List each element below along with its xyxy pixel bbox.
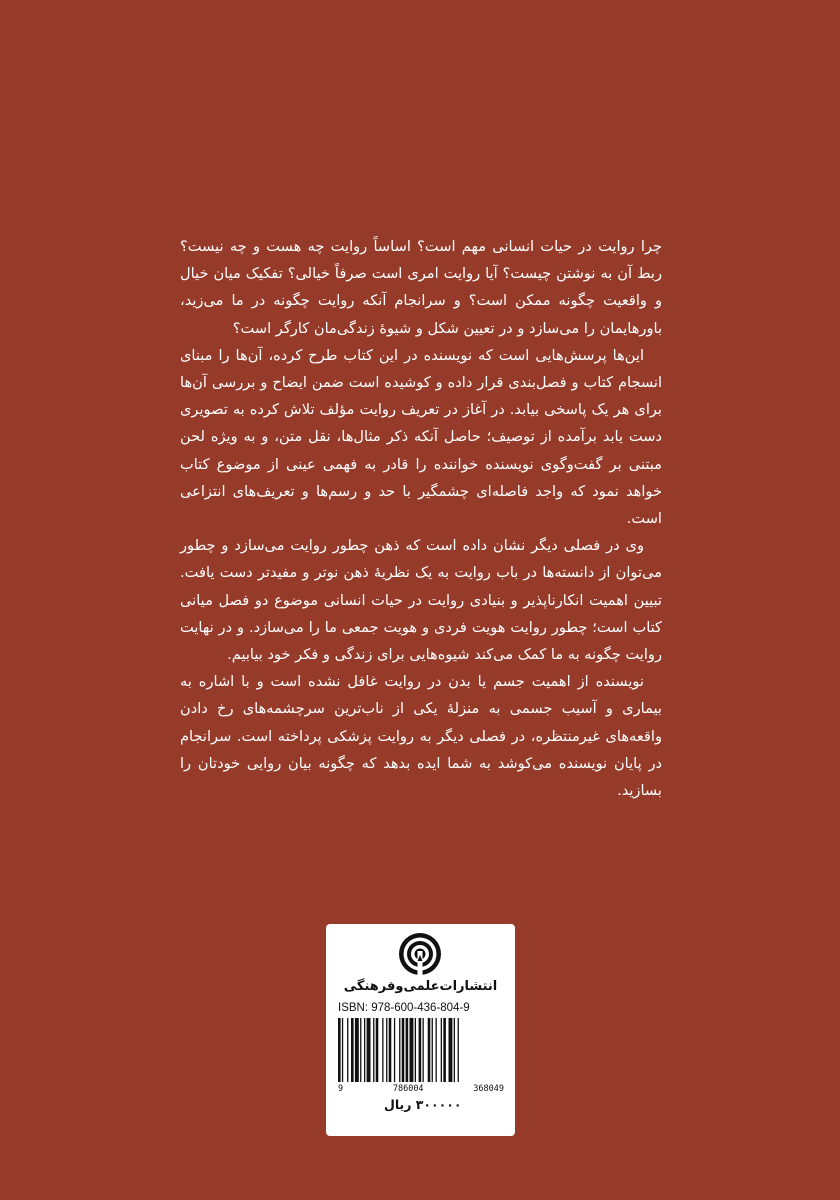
publisher-emblem-icon bbox=[397, 931, 443, 977]
isbn-number: ISBN: 978-600-436-804-9 bbox=[338, 1002, 470, 1014]
barcode-bar bbox=[458, 1018, 459, 1082]
barcode-digit-group: 9 bbox=[338, 1084, 344, 1094]
barcode-bar bbox=[399, 1018, 400, 1082]
blurb-paragraph: این‌ها پرسش‌هایی است که نویسنده در این کتاب طرح کرده، آن‌ها را مبنای انسجام کتاب و فصل‌بندی قرار داده و کوشیده است ضمن ایضاح و بررسی آن‌ها برای هر یک پاسخی بیابد. در آغاز در تعریف روایت مؤلف تلاش کرده به تصویری دست یابد برآمده از توصیف؛ حاصل آنکه ذکر مثال‌ها، نقل متن، و به ویژه لحن مبتنی بر گفت‌وگوی نویسنده خواننده را قادر به فهمی عینی از موضوع کتاب خواهد نمود که واجد فاصله‌ای چشمگیر با حد و رسم‌ها و تعریف‌های انتزاعی است. bbox=[180, 346, 662, 528]
barcode-bar bbox=[373, 1018, 374, 1082]
barcode-bar bbox=[428, 1018, 431, 1082]
barcode-digits bbox=[338, 1084, 504, 1094]
barcode-bar bbox=[364, 1018, 365, 1082]
blurb-paragraph: نویسنده از اهمیت جسم یا بدن در روایت غافل نشده است و با اشاره به بیماری و آسیب جسمی به منزلهٔ یکی از ناب‌ترین سرچشمه‌های رخ دادن واقعه‌های غیرمنتظره، در فصلی دیگر به روایت پزشکی پرداخته است. سرانجام در پایان نویسنده می‌کوشد به شما ایده بدهد که چگونه بیان روایی خودتان را بسازید. bbox=[180, 673, 662, 800]
barcode-bar bbox=[394, 1018, 395, 1082]
barcode-bar bbox=[449, 1018, 453, 1082]
barcode-bar bbox=[454, 1018, 455, 1082]
barcode-bar bbox=[386, 1018, 387, 1082]
barcode-bar bbox=[376, 1018, 379, 1082]
barcode-bar bbox=[423, 1018, 424, 1082]
barcode-bar bbox=[367, 1018, 371, 1082]
barcode-bar bbox=[351, 1018, 354, 1082]
barcode-bar bbox=[402, 1018, 405, 1082]
barcode-bar bbox=[389, 1018, 392, 1082]
barcode-bar bbox=[382, 1018, 383, 1082]
barcode bbox=[336, 1018, 505, 1082]
barcode-bar bbox=[347, 1018, 348, 1082]
barcode-bar bbox=[355, 1018, 359, 1082]
price-label: ۳۰۰۰۰۰ ریال bbox=[384, 1097, 462, 1112]
barcode-bar bbox=[432, 1018, 433, 1082]
blurb-paragraph: چرا روایت در حیات انسانی مهم است؟ اساساً روایت چه هست و چه نیست؟ ربط آن به نوشتن چیست؟ آیا روایت امری است صرفاً خیالی؟ تفکیک میان خیال و واقعیت چگونه ممکن است؟ و سرانجام آنکه روایت چگونه در ما می‌زید، باورهایمان را می‌سازد و در تعیین شکل و شیوهٔ زندگی‌مان کارگر است؟ bbox=[180, 238, 662, 337]
barcode-bar bbox=[415, 1018, 416, 1082]
barcode-bar bbox=[360, 1018, 361, 1082]
isbn-price-sticker bbox=[326, 924, 515, 1136]
barcode-digit-group: 786004 bbox=[392, 1084, 424, 1094]
barcode-bar bbox=[410, 1018, 414, 1082]
barcode-bar bbox=[443, 1018, 446, 1082]
barcode-bar bbox=[406, 1018, 409, 1082]
barcode-bar bbox=[436, 1018, 437, 1082]
barcode-bar bbox=[338, 1018, 341, 1082]
barcode-bar bbox=[342, 1018, 343, 1082]
barcode-digit-group: 368049 bbox=[473, 1084, 504, 1094]
blurb-paragraph: وی در فصلی دیگر نشان داده است که ذهن چطور روایت می‌سازد و چطور می‌توان از دانسته‌ها در باب روایت به یک نظریهٔ ذهن نوتر و مفیدتر دست یافت. تبیین اهمیت انکارناپذیر و بنیادی روایت در حیات انسانی موضوع دو فصل میانی کتاب است؛ چطور روایت هویت فردی و هویت جمعی ما را می‌سازد. و در نهایت روایت چگونه به ما کمک می‌کند شیوه‌هایی برای زندگی و فکر خود بیابیم. bbox=[180, 537, 662, 664]
publisher-name: انتشارات‌علمی‌وفرهنگی bbox=[343, 979, 498, 994]
barcode-bar bbox=[441, 1018, 442, 1082]
barcode-bar bbox=[419, 1018, 422, 1082]
back-cover-blurb bbox=[180, 233, 662, 804]
